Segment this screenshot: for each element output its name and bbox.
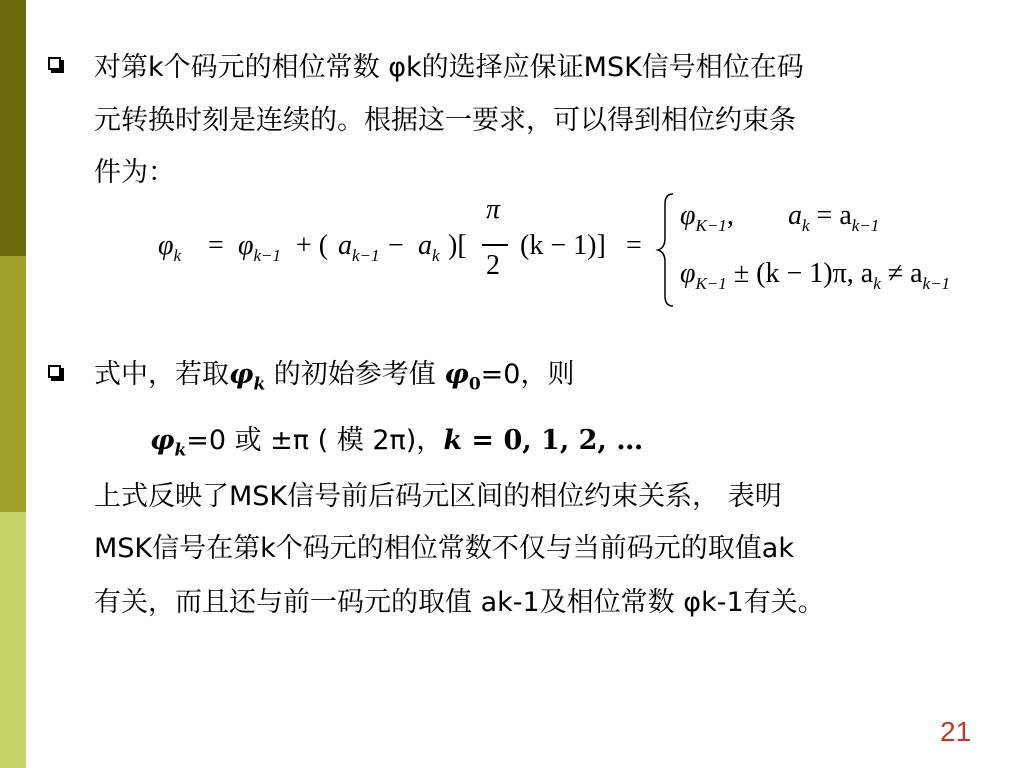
slide-sidebar <box>0 0 26 768</box>
case1-eq: = a <box>816 200 852 231</box>
case1-sub: K−1 <box>695 216 727 235</box>
formula-eq1: = <box>208 230 224 261</box>
formula-minus: − <box>388 230 404 261</box>
page-number: 21 <box>940 716 972 747</box>
formula-lhs-sub: k <box>173 246 182 265</box>
formula-k-part: (k − 1)] <box>520 230 606 261</box>
case1-phi: φ <box>680 200 696 231</box>
formula-a2: a <box>418 230 432 261</box>
case1-comma: , <box>726 200 734 231</box>
cases-brace-icon <box>655 190 679 310</box>
bullet-square-icon <box>48 57 61 70</box>
case1-eq-sub: k−1 <box>851 216 880 235</box>
case2-neq-sub: k−1 <box>922 274 951 293</box>
formula-rhs-phi: φ <box>238 230 254 261</box>
bullet-square-icon <box>48 365 61 378</box>
modulo-line: $\varphi_k=0$ 或 ±π ( 模 2π)，k = 0, 1, 2, … <box>150 425 644 461</box>
bullet1-line3: 件为： <box>94 157 175 188</box>
formula-rhs-sub: k−1 <box>253 246 282 265</box>
case1-cond-a: a <box>788 200 802 231</box>
formula-two: 2 <box>486 250 500 281</box>
formula-pi: π <box>486 194 501 225</box>
bullet2-line1: 式中，若取$\varphi_k$ 的初始参考值 $\varphi_0=0$，则 <box>94 359 575 395</box>
conclusion-line1: 上式反映了MSK信号前后码元区间的相位约束关系， 表明 <box>94 481 782 512</box>
formula-plus: + ( <box>296 230 329 261</box>
bullet1-line2: 元转换时刻是连续的。根据这一要求，可以得到相位约束条 <box>94 105 796 136</box>
sidebar-segment-bottom <box>0 512 26 768</box>
formula-fraction-bar <box>482 244 508 246</box>
formula-lhs-phi: φ <box>158 230 174 261</box>
formula-eq2: = <box>626 230 642 261</box>
case2-phi: φ <box>680 258 696 289</box>
case1-cond-sub: k <box>802 216 810 235</box>
case2-sub: K−1 <box>695 274 727 293</box>
sidebar-segment-middle <box>0 256 26 512</box>
formula-bracket: )[ <box>448 230 467 261</box>
case2-expr: ± (k − 1)π, a <box>733 258 874 289</box>
formula-a1-sub: k−1 <box>352 246 380 265</box>
bullet1-line1: 对第k个码元的相位常数 φk的选择应保证MSK信号相位在码 <box>94 52 804 83</box>
case2-expr-sub: k <box>873 274 881 293</box>
conclusion-line2: MSK信号在第k个码元的相位常数不仅与当前码元的取值ak <box>94 533 794 564</box>
sidebar-segment-top <box>0 0 26 256</box>
case2-neq: ≠ a <box>887 258 923 289</box>
phase-constraint-formula <box>150 190 951 310</box>
conclusion-line3: 有关，而且还与前一码元的取值 ak-1及相位常数 φk-1有关。 <box>94 587 825 618</box>
formula-a2-sub: k <box>432 246 440 265</box>
formula-a1: a <box>338 230 352 261</box>
